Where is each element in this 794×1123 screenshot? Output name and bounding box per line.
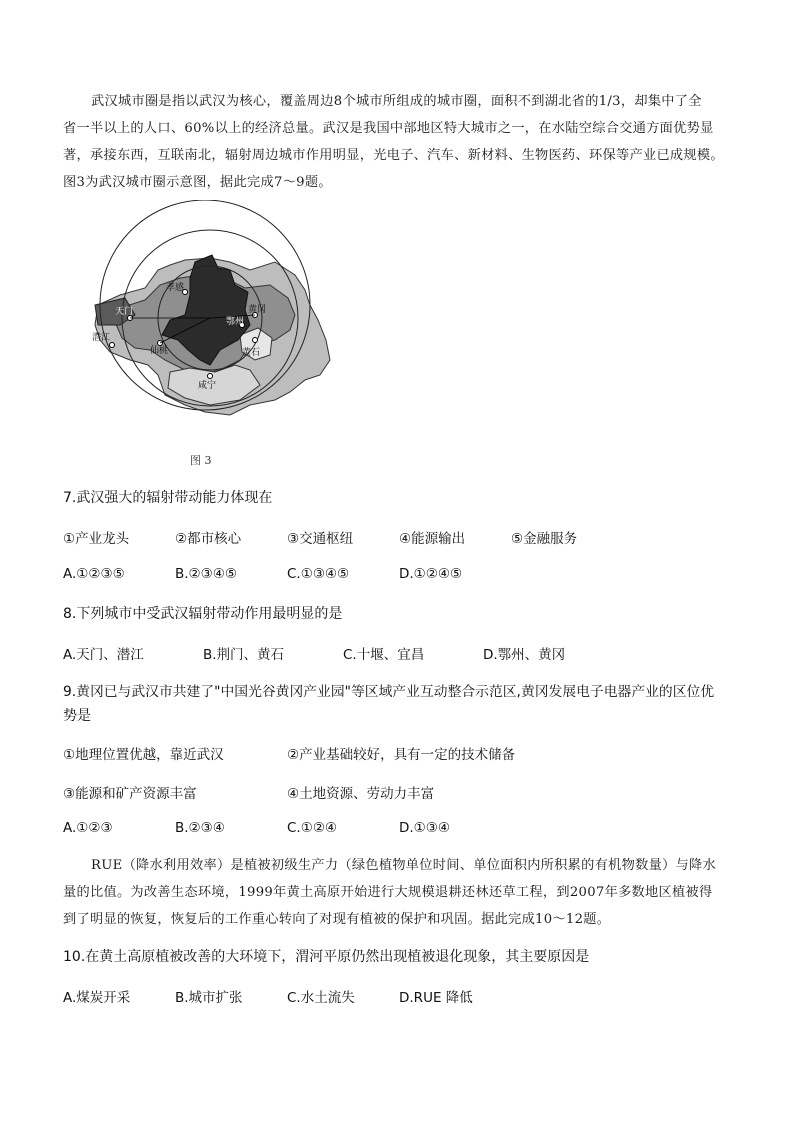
q8-choice-d[interactable]: D.鄂州、黄冈 [483,647,566,663]
q7-choice-c[interactable]: C.①③④⑤ [287,566,350,582]
q8-choice-b[interactable]: B.荆门、黄石 [203,647,285,663]
q7-choice-a[interactable]: A.①②③⑤ [63,566,125,582]
intro-line: 图3为武汉城市圈示意图，据此完成7～9题。 [63,175,332,190]
q8-choice-a[interactable]: A.天门、潜江 [63,647,144,663]
question-9-items-row2 [63,782,434,802]
intro-line: 到了明显的恢复，恢复后的工作重心转向了对现有植被的保护和巩固。据此完成10～12题。 [63,912,611,927]
q9-choice-a[interactable]: A.①②③ [63,820,113,836]
intro-line: 武汉城市圈是指以武汉为核心，覆盖周边8个城市所组成的城市圈，面积不到湖北省的1/3，却集中了全 [91,94,702,109]
label-ezhou: 鄂州 [226,317,245,327]
q7-item: ①产业龙头 [63,531,130,547]
city-marker [208,374,213,379]
label-xianning: 咸宁 [198,381,217,391]
city-marker [110,343,115,348]
intro-line: RUE（降水利用效率）是植被初级生产力（绿色植物单位时间、单位面积内所积累的有机物数量）与降水 [91,858,717,873]
q7-item: ④能源输出 [399,531,466,547]
label-tianmen: 天门 [115,307,134,317]
question-8-choices [63,643,565,663]
q10-choice-c[interactable]: C.水土流失 [287,990,355,1006]
question-7-choices [63,566,462,582]
intro-passage-wuhan [63,88,741,196]
q8-choice-c[interactable]: C.十堰、宜昌 [343,647,425,663]
q7-item: ⑤金融服务 [511,531,578,547]
question-7-items [63,527,577,547]
q9-item: ③能源和矿产资源丰富 [63,786,197,802]
label-huangshi: 黄石 [242,348,261,358]
q9-item: ①地理位置优越，靠近武汉 [63,747,224,763]
intro-line: 量的比值。为改善生态环境，1999年黄土高原开始进行大规模退耕还林还草工程，到2007年多数地区植被得 [63,885,713,900]
intro-line: 省一半以上的人口、60%以上的经济总量。武汉是我国中部地区特大城市之一，在水陆空综合交通方面优势显 [63,121,714,136]
question-9-stem-line2: 势是 [63,708,91,724]
q9-choice-d[interactable]: D.①③④ [399,820,450,836]
q7-item: ②都市核心 [175,531,242,547]
label-huanggang: 黄冈 [248,305,267,315]
q10-choice-d[interactable]: D.RUE 降低 [399,990,473,1006]
question-7-stem: 7.武汉强大的辐射带动能力体现在 [63,490,273,506]
question-10-choices [63,986,473,1006]
q7-choice-b[interactable]: B.②③④⑤ [175,566,237,582]
q9-choice-c[interactable]: C.①②④ [287,820,338,836]
label-xiaogan: 孝感 [166,283,185,293]
q7-choice-d[interactable]: D.①②④⑤ [399,566,463,582]
intro-passage-rue [63,852,741,933]
q7-item: ③交通枢纽 [287,531,354,547]
wuhan-city-circle-map [90,200,340,440]
q10-choice-a[interactable]: A.煤炭开采 [63,990,131,1006]
label-qianjiang: 潜江 [92,333,111,343]
q9-item: ④土地资源、劳动力丰富 [287,786,435,802]
question-9-stem-line1: 9.黄冈已与武汉市共建了"中国光谷黄冈产业园"等区域产业互动整合示范区,黄冈发展电子电器产业的区位优 [63,684,715,700]
label-xiantao: 仙桃 [150,346,169,356]
question-8-stem: 8.下列城市中受武汉辐射带动作用最明显的是 [63,606,343,622]
question-10-stem: 10.在黄土高原植被改善的大环境下，渭河平原仍然出现植被退化现象，其主要原因是 [63,949,590,965]
q9-choice-b[interactable]: B.②③④ [175,820,225,836]
intro-line: 著，承接东西，互联南北，辐射周边城市作用明显，光电子、汽车、新材料、生物医药、环保等产业已成规模。 [63,148,724,163]
q9-item: ②产业基础较好，具有一定的技术储备 [287,747,516,763]
question-9-items-row1 [63,743,515,763]
figure-caption: 图 3 [190,454,212,467]
q10-choice-b[interactable]: B.城市扩张 [175,990,243,1006]
question-9-choices [63,820,450,836]
city-marker [253,338,258,343]
